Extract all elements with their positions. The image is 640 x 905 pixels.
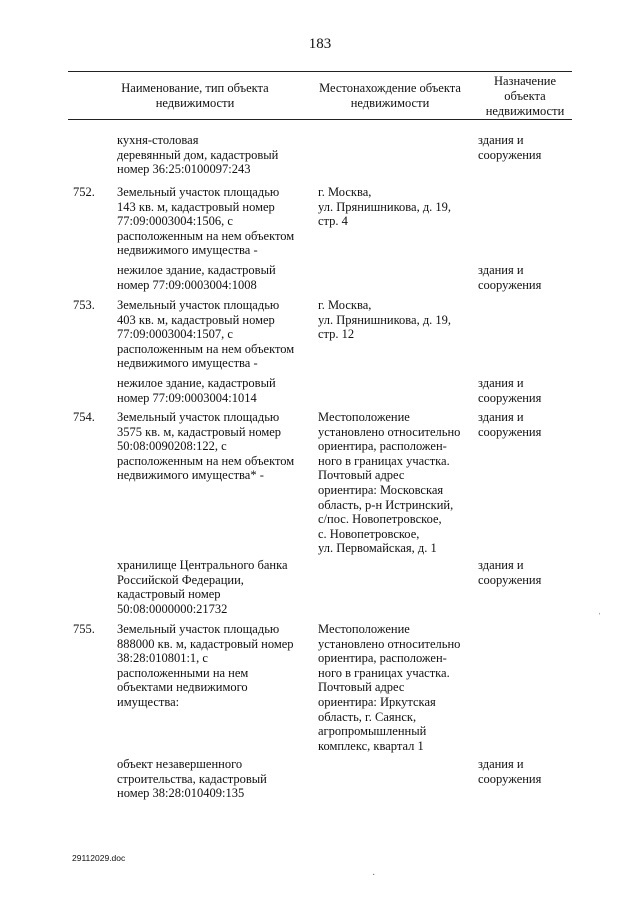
object-name: Земельный участок площадью 143 кв. м, кадастровый номер 77:09:0003004:1506, с расположенным на нем объектом недвижимого имущества - — [117, 185, 295, 258]
footer-file-name: 29112029.doc — [72, 853, 126, 863]
object-purpose: здания и сооружения — [478, 757, 542, 786]
row-number: 753. — [73, 298, 95, 312]
object-name: хранилище Центрального банка Российской Федерации, кадастровый номер 50:08:0000000:21732 — [117, 558, 288, 616]
column-header-name: Наименование, тип объекта недвижимости — [121, 81, 269, 110]
row-number: 755. — [73, 622, 95, 636]
object-name: кухня-столовая деревянный дом, кадастровый номер 36:25:0100097:243 — [117, 133, 279, 177]
object-purpose: здания и сооружения — [478, 558, 542, 587]
object-name: Земельный участок площадью 888000 кв. м, кадастровый номер 38:28:010801:1, с расположенными на нем объектами недвижимого имущества: — [117, 622, 294, 709]
object-location: Местоположение установлено относительно ориентира, расположен- ного в границах участка. Почтовый адрес ориентира: Иркутская область, г. Саянск, агропромышленный комплекс, квартал 1 — [318, 622, 461, 753]
object-name: Земельный участок площадью 403 кв. м, кадастровый номер 77:09:0003004:1507, с расположенным на нем объектом недвижимого имущества - — [117, 298, 295, 371]
table-header-top-rule — [68, 71, 572, 72]
object-purpose: здания и сооружения — [478, 376, 542, 405]
object-location: Местоположение установлено относительно ориентира, расположен- ного в границах участка. Почтовый адрес ориентира: Московская область, р-н Истринский, с/пос. Новопетровское, с. Новопетровское, ул. Первомайская, д. 1 — [318, 410, 461, 556]
object-name: объект незавершенного строительства, кадастровый номер 38:28:010409:135 — [117, 757, 267, 801]
object-location: г. Москва, ул. Прянишникова, д. 19, стр. 12 — [318, 298, 452, 342]
column-header-location: Местонахождение объекта недвижимости — [319, 81, 461, 110]
object-name: нежилое здание, кадастровый номер 77:09:0003004:1008 — [117, 263, 276, 292]
page-number: 183 — [308, 36, 332, 52]
object-name: Земельный участок площадью 3575 кв. м, кадастровый номер 50:08:0090208:122, с расположенным на нем объектом недвижимого имущества* - — [117, 410, 295, 483]
object-purpose: здания и сооружения — [478, 410, 542, 439]
column-header-purpose: Назначение объекта недвижимости — [485, 74, 565, 118]
object-purpose: здания и сооружения — [478, 263, 542, 292]
scan-mark: ˈ — [598, 612, 602, 623]
object-purpose: здания и сооружения — [478, 133, 542, 162]
row-number: 752. — [73, 185, 95, 199]
object-location: г. Москва, ул. Прянишникова, д. 19, стр. 4 — [318, 185, 452, 229]
table-header-bottom-rule — [68, 119, 572, 120]
row-number: 754. — [73, 410, 95, 424]
scan-mark: · — [372, 870, 376, 881]
object-name: нежилое здание, кадастровый номер 77:09:0003004:1014 — [117, 376, 276, 405]
